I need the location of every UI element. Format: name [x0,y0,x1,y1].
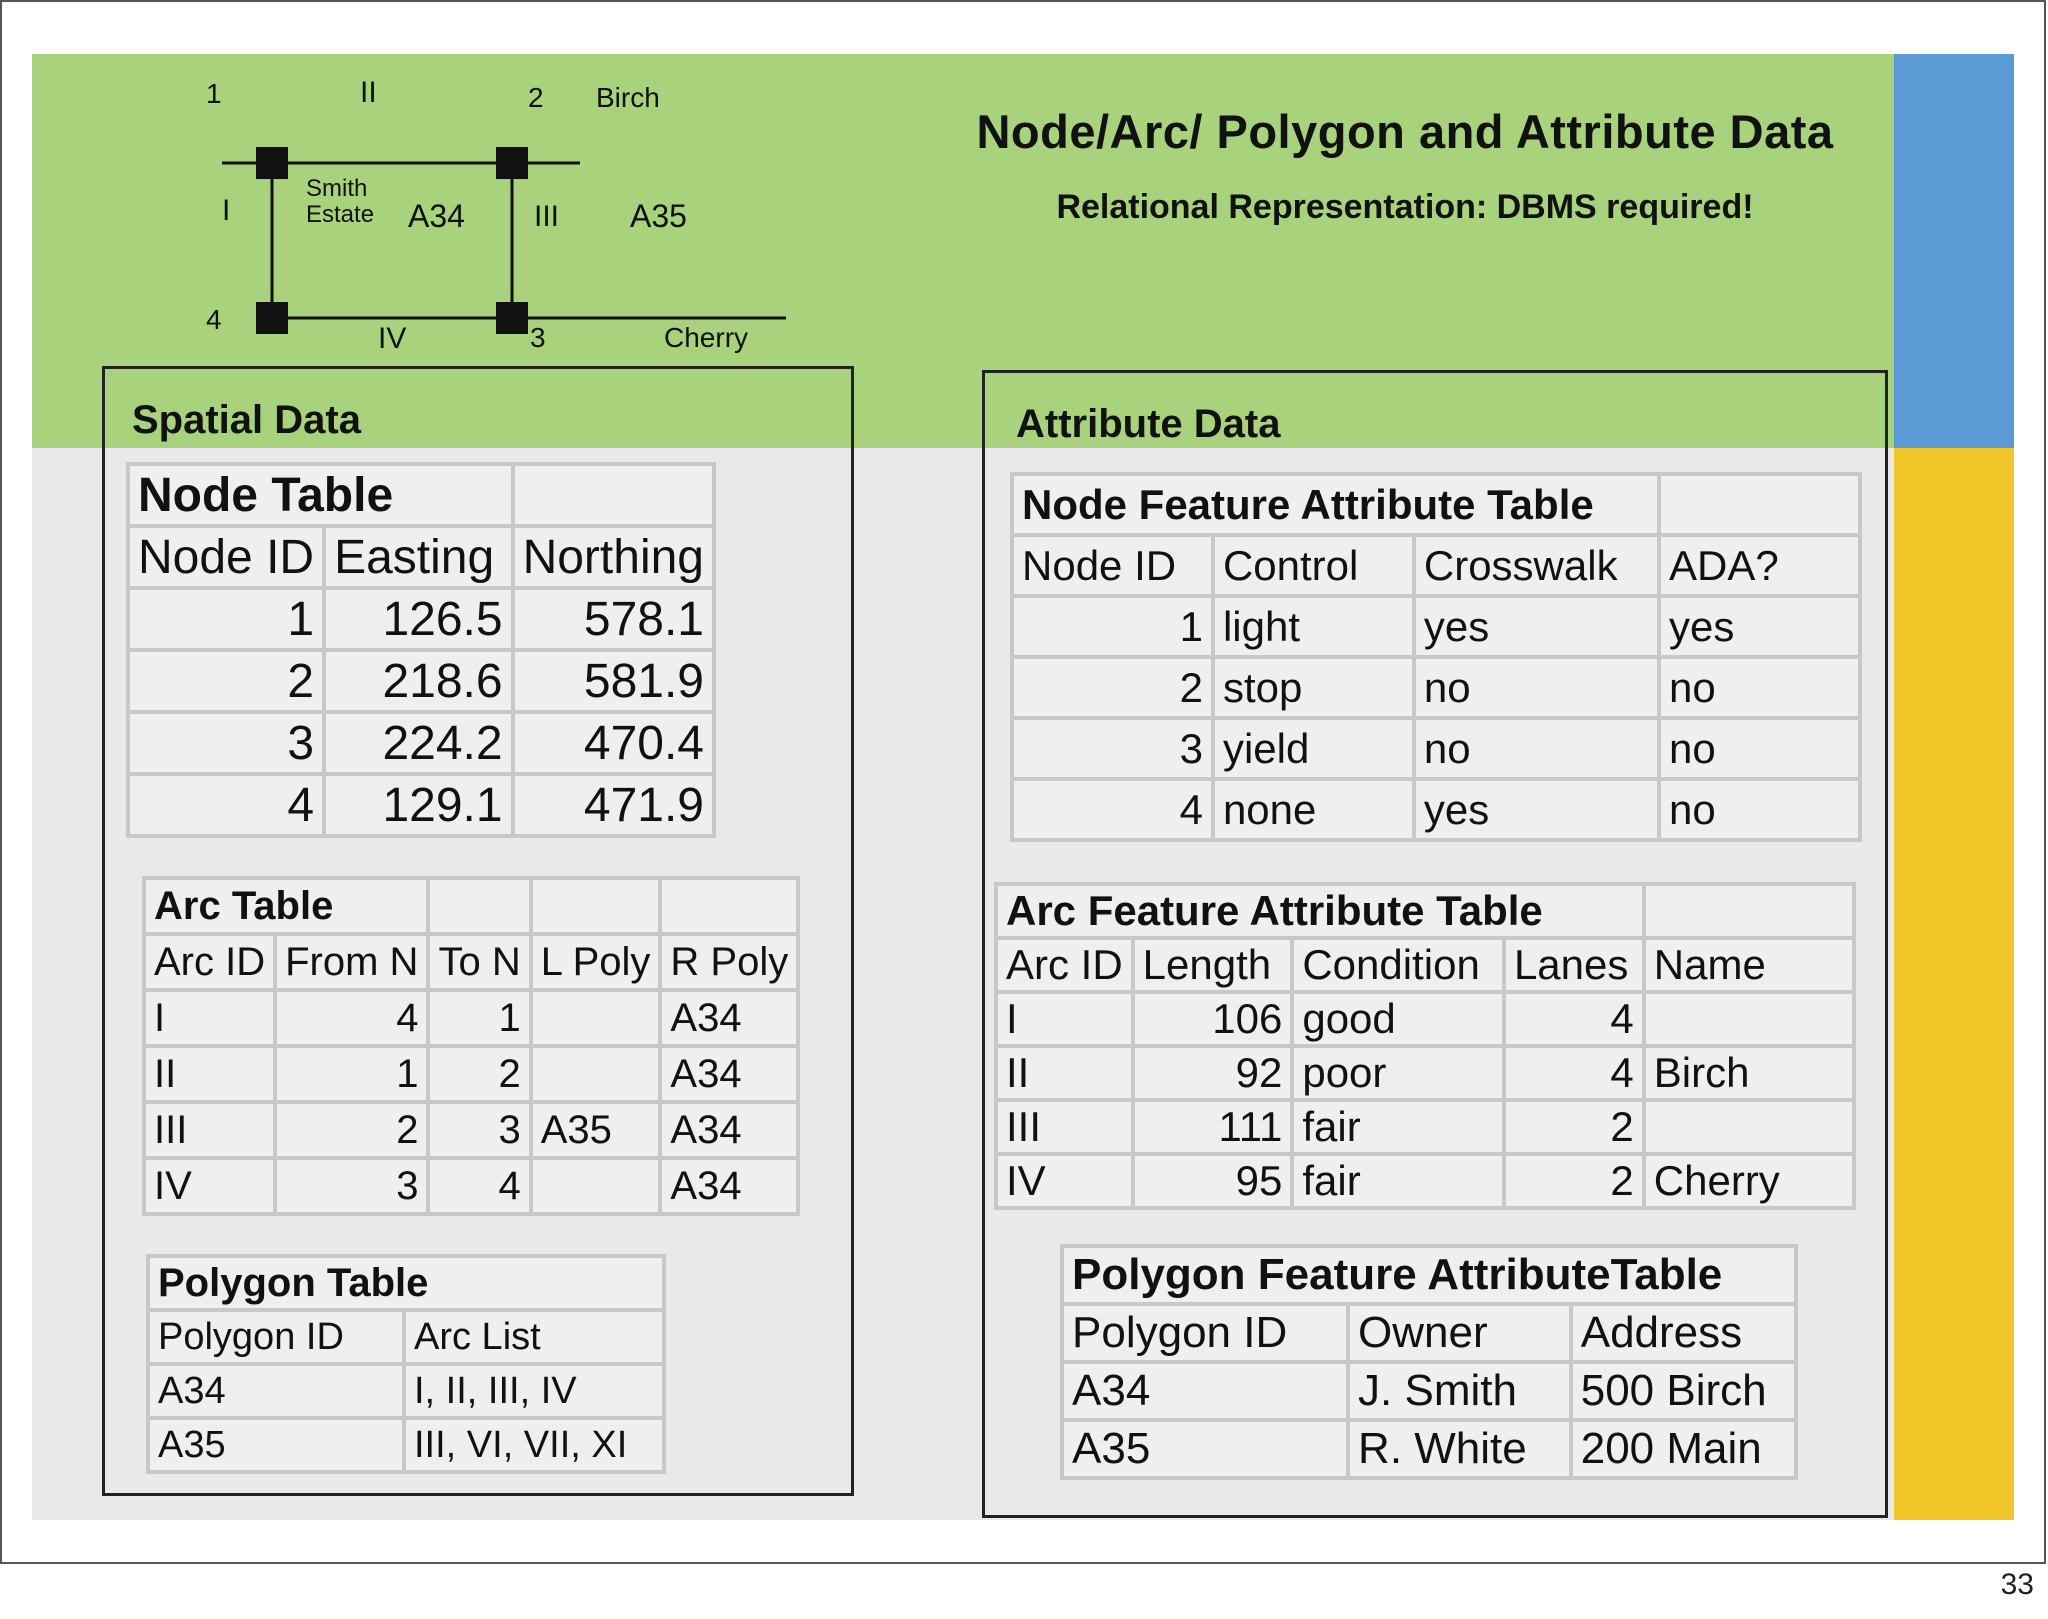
table-title-row [150,1258,662,1308]
table-row [998,994,1852,1044]
side-bar-yellow [1894,448,2014,1520]
column-header: Node ID [1014,537,1211,594]
table-cell: IV [146,1160,273,1212]
node-marker-1 [256,147,288,179]
table-cell: 470.4 [515,714,712,772]
table-cell: poor [1294,1048,1502,1098]
table-cell: 106 [1135,994,1291,1044]
node-marker-3 [496,302,528,334]
table-row [130,776,712,834]
node-marker-2 [496,147,528,179]
table-cell: A35 [1064,1422,1346,1476]
table-cell [533,1048,659,1100]
table-cell: II [146,1048,273,1100]
table-cell: IV [998,1156,1131,1206]
street-label-birch: Birch [596,82,660,113]
table-cell: A34 [662,1104,796,1156]
table-row [1014,720,1858,777]
table-cell: II [998,1048,1131,1098]
arc-table-title: Arc Table [146,880,426,932]
table-header-row [1014,537,1858,594]
table-cell: 224.2 [326,714,510,772]
table-cell: 4 [430,1160,528,1212]
table-row [998,1048,1852,1098]
table-row [998,1156,1852,1206]
table-title-row [130,466,712,524]
arc-label-iii: III [534,200,560,233]
arc-feature-attribute-table [994,882,1856,1210]
table-cell: R. White [1350,1422,1569,1476]
column-header: Node ID [130,528,322,586]
node-attr-table-title: Node Feature Attribute Table [1014,476,1657,533]
slide-title: Node/Arc/ Polygon and Attribute Data [976,105,1834,158]
table-cell: A34 [1064,1364,1346,1418]
column-header: Control [1215,537,1412,594]
column-header: Length [1135,940,1291,990]
table-cell: A35 [533,1104,659,1156]
node-marker-4 [256,302,288,334]
table-cell: no [1661,781,1858,838]
node-feature-attribute-table [1010,472,1862,842]
attribute-data-title: Attribute Data [1016,402,1281,446]
table-cell: 4 [277,992,426,1044]
column-header: Condition [1294,940,1502,990]
table-cell: 129.1 [326,776,510,834]
table-row [146,1104,796,1156]
column-header: Arc ID [998,940,1131,990]
arc-label-ii: II [360,76,377,109]
table-row [146,1160,796,1212]
table-row [130,652,712,710]
table-header-row [1064,1306,1794,1360]
column-header: L Poly [533,936,659,988]
table-title-row [1064,1248,1794,1302]
table-cell: good [1294,994,1502,1044]
table-title-row [146,880,796,932]
column-header: From N [277,936,426,988]
table-cell: Cherry [1646,1156,1852,1206]
column-header: Arc List [406,1312,662,1362]
table-cell [1661,476,1858,533]
spatial-data-title: Spatial Data [132,398,361,442]
table-cell [533,880,659,932]
table-cell [1646,886,1852,936]
table-cell: A35 [150,1420,402,1470]
table-row [1014,659,1858,716]
table-cell: no [1661,720,1858,777]
node-label-4: 4 [206,304,222,335]
column-header: Lanes [1506,940,1642,990]
column-header: R Poly [662,936,796,988]
table-cell: A34 [662,1160,796,1212]
arc-label-iv: IV [378,322,407,355]
column-header: Crosswalk [1416,537,1657,594]
polygon-attr-table-title: Polygon Feature AttributeTable [1064,1248,1794,1302]
table-cell: light [1215,598,1412,655]
table-cell [430,880,528,932]
table-cell: J. Smith [1350,1364,1569,1418]
estate-label-line2: Estate [306,201,375,228]
table-cell: 200 Main [1573,1422,1794,1476]
column-header: Northing [515,528,712,586]
table-cell [662,880,796,932]
node-label-2: 2 [528,82,544,113]
table-cell: 500 Birch [1573,1364,1794,1418]
table-cell: 2 [1014,659,1211,716]
table-cell [1646,994,1852,1044]
table-row [1014,598,1858,655]
table-cell: 578.1 [515,590,712,648]
table-row [130,590,712,648]
table-cell: 4 [1014,781,1211,838]
table-row [146,992,796,1044]
table-cell: none [1215,781,1412,838]
column-header: Polygon ID [150,1312,402,1362]
node-table-title: Node Table [130,466,511,524]
table-cell: 4 [130,776,322,834]
estate-label-line1: Smith [306,175,368,202]
table-cell: 2 [1506,1102,1642,1152]
table-cell: I [146,992,273,1044]
table-row [1014,781,1858,838]
table-cell: 3 [430,1104,528,1156]
table-cell: 218.6 [326,652,510,710]
table-cell: yield [1215,720,1412,777]
column-header: Address [1573,1306,1794,1360]
table-cell: 1 [430,992,528,1044]
polygon-label-a34: A34 [408,198,465,234]
slide-subtitle: Relational Representation: DBMS required! [1056,188,1754,226]
table-cell: I [998,994,1131,1044]
table-row [150,1420,662,1470]
table-cell: 1 [277,1048,426,1100]
table-cell: 95 [1135,1156,1291,1206]
table-row [1064,1364,1794,1418]
table-cell: yes [1416,781,1657,838]
table-cell: 3 [277,1160,426,1212]
table-cell: Birch [1646,1048,1852,1098]
table-header-row [150,1312,662,1362]
table-title-row [998,886,1852,936]
polygon-table [146,1254,666,1474]
table-row [150,1366,662,1416]
table-cell: yes [1416,598,1657,655]
table-cell: III, VI, VII, XI [406,1420,662,1470]
table-row [998,1102,1852,1152]
table-cell: 2 [130,652,322,710]
table-cell: A34 [662,1048,796,1100]
table-title-row [1014,476,1858,533]
column-header: Owner [1350,1306,1569,1360]
table-cell: A34 [150,1366,402,1416]
polygon-table-title: Polygon Table [150,1258,662,1308]
column-header: Polygon ID [1064,1306,1346,1360]
table-cell: fair [1294,1156,1502,1206]
table-header-row [130,528,712,586]
arc-attr-table-title: Arc Feature Attribute Table [998,886,1642,936]
column-header: ADA? [1661,537,1858,594]
node-table [126,462,716,838]
table-header-row [998,940,1852,990]
street-label-cherry: Cherry [664,322,749,353]
table-cell: 111 [1135,1102,1291,1152]
table-cell: 92 [1135,1048,1291,1098]
table-cell: 2 [430,1048,528,1100]
table-cell [533,992,659,1044]
table-cell: III [146,1104,273,1156]
polygon-label-a35: A35 [630,198,687,234]
table-cell [1646,1102,1852,1152]
table-cell [515,466,712,524]
table-cell: 1 [1014,598,1211,655]
table-cell: III [998,1102,1131,1152]
table-row [1064,1422,1794,1476]
page-number: 33 [2000,1568,2034,1601]
table-cell: 1 [130,590,322,648]
table-cell: 4 [1506,994,1642,1044]
column-header: Easting [326,528,510,586]
table-cell: yes [1661,598,1858,655]
column-header: Arc ID [146,936,273,988]
table-cell: 3 [1014,720,1211,777]
table-cell: fair [1294,1102,1502,1152]
column-header: Name [1646,940,1852,990]
table-cell [533,1160,659,1212]
table-cell: no [1416,659,1657,716]
table-header-row [146,936,796,988]
table-cell: A34 [662,992,796,1044]
table-cell: 581.9 [515,652,712,710]
table-cell: 2 [1506,1156,1642,1206]
table-cell: 2 [277,1104,426,1156]
table-cell: stop [1215,659,1412,716]
table-row [146,1048,796,1100]
arc-label-i: I [222,194,231,227]
table-cell: 3 [130,714,322,772]
node-label-3: 3 [530,322,546,353]
table-cell: I, II, III, IV [406,1366,662,1416]
polygon-feature-attribute-table [1060,1244,1798,1480]
node-label-1: 1 [206,78,222,109]
table-row [130,714,712,772]
arc-table [142,876,800,1216]
column-header: To N [430,936,528,988]
table-cell: 471.9 [515,776,712,834]
table-cell: 4 [1506,1048,1642,1098]
table-cell: 126.5 [326,590,510,648]
table-cell: no [1661,659,1858,716]
table-cell: no [1416,720,1657,777]
